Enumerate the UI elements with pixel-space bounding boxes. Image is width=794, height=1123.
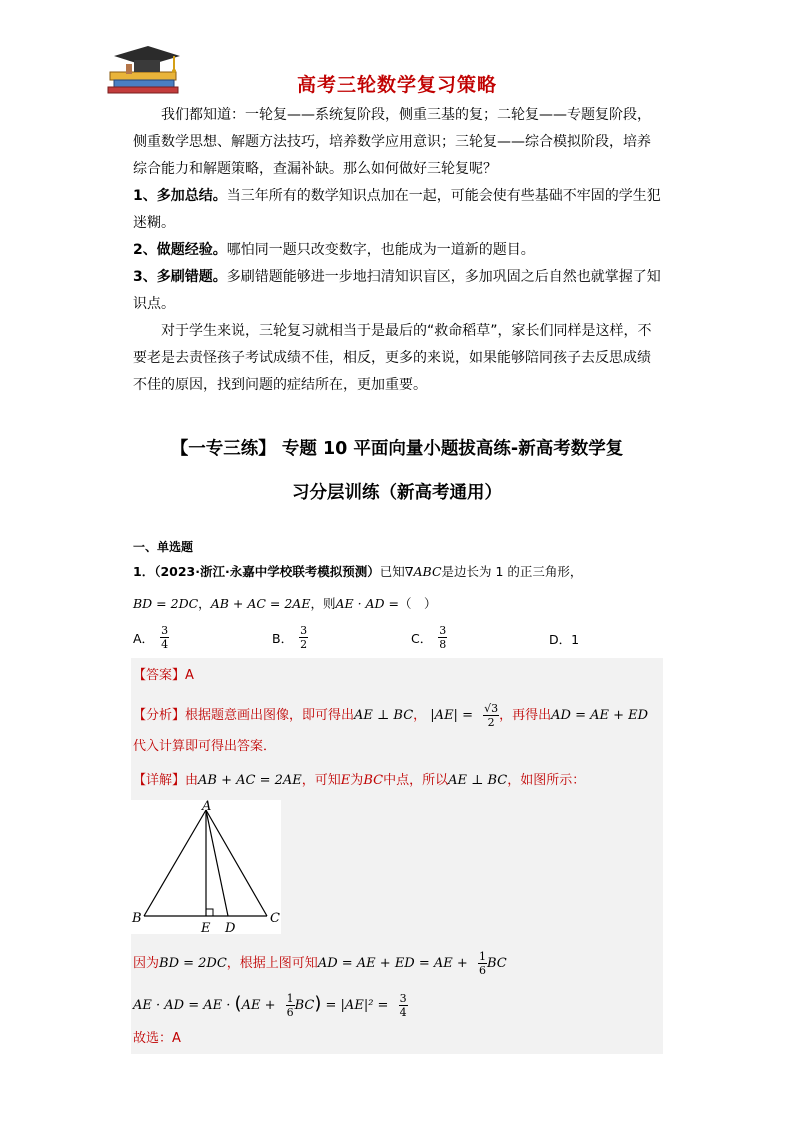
condition-1: BD = 2DC <box>133 596 199 611</box>
option-c[interactable] <box>411 624 447 651</box>
label-b: B <box>132 911 142 926</box>
analysis-comma: ， <box>413 708 427 723</box>
option-b-label: B． <box>272 630 294 646</box>
right-angle-mark <box>206 909 213 916</box>
segment-ad <box>206 810 228 916</box>
detail-perp: AE ⊥ BC <box>448 773 508 788</box>
analysis-text: 根据题意画出图像，即可得出 <box>185 708 355 723</box>
detail-text-d: 中点，所以 <box>383 773 449 788</box>
option-b[interactable] <box>272 624 308 651</box>
calc-line: AE · AD = AE · (AE + $\frac{1}{6}$ BC) = |AE|² = $\frac{3}{4}$ <box>133 992 407 1019</box>
item-3-label: 3、多刷错题。 <box>133 269 227 285</box>
calc-result-fraction: $\frac{3}{4}$ <box>399 992 407 1019</box>
option-d[interactable] <box>549 630 579 648</box>
analysis-fraction: $\frac{√3}{2}$ <box>484 702 499 729</box>
section-label: 一、单选题 <box>133 540 194 554</box>
detail-segment-bc: BC <box>363 773 384 788</box>
detail-text-a: 由 <box>185 773 199 788</box>
question-conditions: BD = 2DC，AB + AC = 2AE，则AE · AD =（ ） <box>133 596 437 611</box>
conclusion: 故选：A <box>133 1031 181 1046</box>
doc-title-line-2: 习分层训练（新高考通用） <box>292 483 502 503</box>
label-a: A <box>202 800 212 814</box>
label-e: E <box>201 921 211 934</box>
because-bc: BC <box>486 956 507 971</box>
item-3-text: 多刷错题能够进一步地扫清知识盲区，多加巩固之后自然也就掌握了知识点。 <box>133 269 661 312</box>
calc-right: = |AE|² = <box>325 998 389 1013</box>
analysis-label: 【分析】 <box>133 708 186 723</box>
calc-left: AE · AD = AE · <box>133 998 231 1013</box>
calc-paren-expr: AE + <box>241 998 276 1013</box>
label-c: C <box>270 911 280 926</box>
detail-label: 【详解】 <box>133 773 186 788</box>
option-a[interactable] <box>133 624 169 651</box>
analysis-line-2: 代入计算即可得出答案． <box>133 739 277 754</box>
stem-text-a: 已知 <box>379 564 405 579</box>
detail-point-e: E <box>340 773 351 788</box>
analysis-equation: AD = AE + ED <box>551 708 649 723</box>
because-expression: AD = AE + ED = AE + <box>317 956 468 971</box>
item-1-text: 当三年所有的数学知识点加在一起，可能会使有些基础不牢固的学生犯迷糊。 <box>133 188 661 231</box>
intro-item-1 <box>133 183 661 237</box>
question-source: （2023·浙江·永嘉中学校联考模拟预测） <box>154 564 380 579</box>
calc-fraction: $\frac{1}{6}$ <box>286 992 294 1019</box>
because-text-b: ，根据上图可知 <box>226 956 318 971</box>
item-2-text: 哪怕同一题只改变数字，也能成为一道新的题目。 <box>226 242 535 258</box>
option-a-label: A． <box>133 630 155 646</box>
ask-text: ，则 <box>310 596 336 611</box>
detail-line <box>133 772 585 790</box>
option-c-label: C． <box>411 630 433 646</box>
ask-paren: （ ） <box>399 596 437 611</box>
analysis-line-1 <box>133 702 648 729</box>
question-number: 1． <box>133 564 155 579</box>
detail-text-b: ，可知 <box>301 773 341 788</box>
option-c-fraction: $\frac{3}{8}$ <box>439 624 447 651</box>
analysis-abs: |AE| = <box>430 708 473 723</box>
detail-text-c: 为 <box>350 773 364 788</box>
label-d: D <box>225 921 236 934</box>
intro-item-3 <box>133 264 661 318</box>
stem-text-b: 是边长为 1 的正三角形， <box>441 564 583 579</box>
because-fraction: $\frac{1}{6}$ <box>478 950 486 977</box>
intro-item-2 <box>133 237 661 264</box>
intro-paragraph-1: 我们都知道：一轮复——系统复阶段，侧重三基的复；二轮复——专题复阶段，侧重数学思想、解题方法技巧，培养数学应用意识；三轮复——综合模拟阶段，培养综合能力和解题策略，查漏补缺。那么如何做好三轮复呢？ <box>133 107 651 177</box>
question-stem <box>133 562 582 580</box>
option-b-fraction: $\frac{3}{2}$ <box>300 624 308 651</box>
item-2-label: 2、做题经验。 <box>133 242 227 258</box>
doc-title-line-1: 【一专三练】 专题 10 平面向量小题拔高练-新高考数学复 <box>170 439 624 459</box>
because-text-a: 因为 <box>133 956 160 971</box>
detail-text-e: ，如图所示： <box>507 773 586 788</box>
intro-paragraph-2: 对于学生来说，三轮复习就相当于是最后的“救命稻草”，家长们同样是这样，不要老是去责怪孩子考试成绩不佳，相反，更多的来说，如果能够陪同孩子去反思成绩不佳的原因，找到问题的症结所在，更加重要。 <box>133 323 652 393</box>
answer-label: 【答案】A <box>133 668 194 683</box>
option-d-value: 1 <box>571 631 580 647</box>
side-ac <box>206 810 267 916</box>
triangle-symbol: ∇ABC <box>404 564 442 579</box>
side-ab <box>144 810 206 916</box>
ask-expression: AE · AD = <box>335 596 400 611</box>
detail-equation: AB + AC = 2AE <box>198 773 302 788</box>
calc-bc: BC <box>294 998 315 1013</box>
triangle-figure <box>131 800 281 934</box>
because-equation: BD = 2DC <box>159 956 227 971</box>
because-line <box>133 950 507 977</box>
option-d-label: D． <box>549 632 572 647</box>
item-1-label: 1、多加总结。 <box>133 188 227 204</box>
option-a-fraction: $\frac{3}{4}$ <box>161 624 169 651</box>
analysis-perp: AE ⊥ BC <box>354 708 414 723</box>
analysis-then: ，再得出 <box>499 708 552 723</box>
condition-2: AB + AC = 2AE <box>210 596 311 611</box>
page-title: 高考三轮数学复习策略 <box>296 74 497 96</box>
